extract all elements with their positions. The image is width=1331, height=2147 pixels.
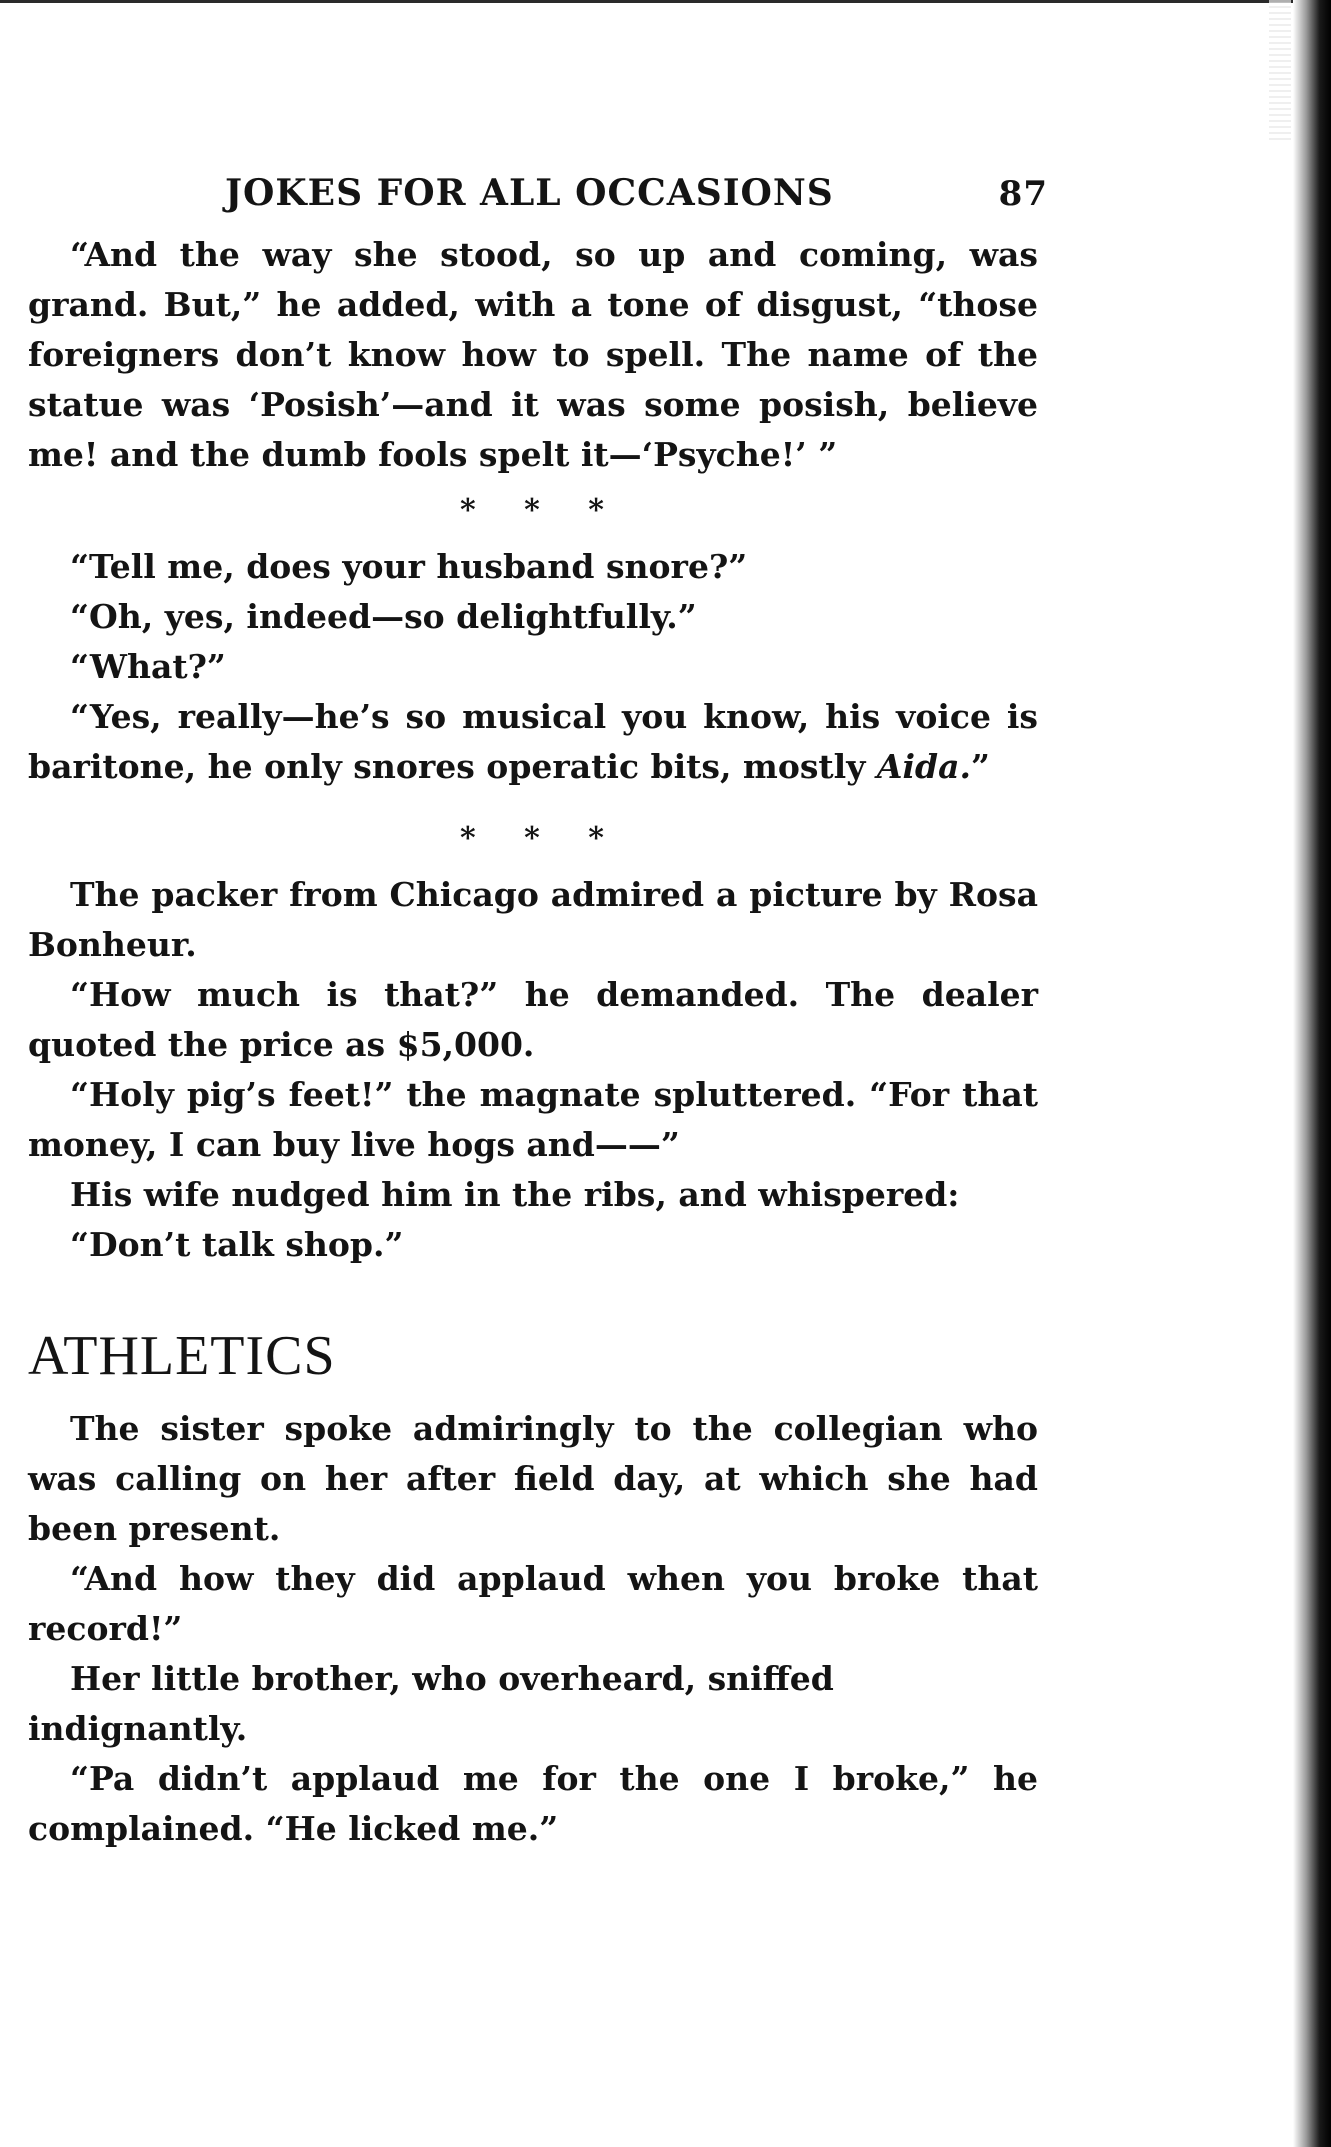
joke-athletics: [28, 1404, 1038, 1854]
book-page: [28, 160, 1048, 1854]
joke-packer: [28, 870, 1038, 1270]
joke-paragraph: [28, 692, 1038, 792]
closing-quote: ”: [970, 747, 990, 786]
opera-title: Aida.: [876, 747, 971, 786]
spacer: [28, 792, 1038, 808]
joke-paragraph: “Don’t talk shop.”: [70, 1225, 404, 1264]
joke-text: “Yes, really—he’s so musical you know, his voice is baritone, he only snores operatic bits, mostly: [28, 697, 1038, 786]
joke-paragraph: His wife nudged him in the ribs, and whispered:: [70, 1175, 960, 1214]
joke-paragraph: “Pa didn’t applaud me for the one I broke,” he complained. “He licked me.”: [28, 1759, 1038, 1848]
joke-paragraph: Her little brother, who overheard, sniffed indignantly.: [28, 1659, 834, 1748]
section-heading: ATHLETICS: [28, 1325, 336, 1387]
joke-snore: [28, 542, 1038, 792]
joke-paragraph: “And the way she stood, so up and coming, was grand. But,” he added, with a tone of disgust, “those foreigners don’t know how to spell. The name of the statue was ‘Posish’—and it was some posish, believe me! and the dumb fools spelt it—‘Psyche!’ ”: [28, 235, 1038, 474]
joke-paragraph: “And how they did applaud when you broke that record!”: [28, 1559, 1038, 1648]
page-number: 87: [998, 174, 1048, 214]
running-head: [28, 160, 1048, 230]
scan-edge-noise: [1269, 0, 1291, 140]
joke-paragraph: “Oh, yes, indeed—so delightfully.”: [70, 597, 697, 636]
joke-paragraph: “Tell me, does your husband snore?”: [70, 547, 748, 586]
joke-paragraph: “What?”: [70, 647, 226, 686]
book-gutter-shadow: [1293, 0, 1331, 2147]
joke-psyche: [28, 230, 1038, 480]
page-top-edge: [0, 0, 1331, 3]
joke-paragraph: “How much is that?” he demanded. The dealer quoted the price as $5,000.: [28, 975, 1038, 1064]
running-title: JOKES FOR ALL OCCASIONS: [225, 172, 834, 214]
joke-paragraph: “Holy pig’s feet!” the magnate spluttered. “For that money, I can buy live hogs and——”: [28, 1075, 1038, 1164]
joke-paragraph: The sister spoke admiringly to the collegian who was calling on her after field day, at which she had been present.: [28, 1409, 1038, 1548]
separator-stars: * * *: [460, 493, 606, 528]
joke-paragraph: The packer from Chicago admired a picture by Rosa Bonheur.: [28, 875, 1038, 964]
separator-stars: * * *: [460, 821, 606, 856]
